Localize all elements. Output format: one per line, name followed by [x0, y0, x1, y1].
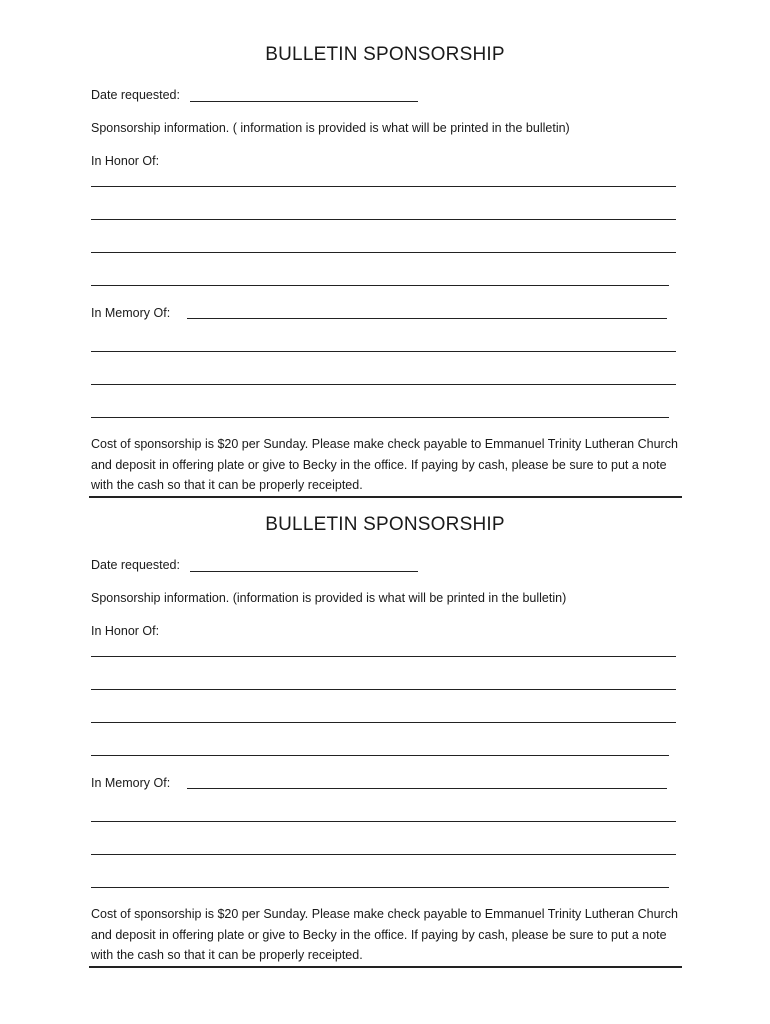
in-memory-of-label: In Memory Of:: [91, 306, 171, 320]
in-memory-of-label: In Memory Of:: [91, 776, 171, 790]
memory-line-1[interactable]: [187, 788, 667, 789]
memory-line-1[interactable]: [187, 318, 667, 319]
date-requested-label: Date requested:: [91, 88, 180, 102]
memory-line-3[interactable]: [91, 384, 676, 385]
cost-paragraph: Cost of sponsorship is $20 per Sunday. Please make check payable to Emmanuel Trinity Lutheran Church and deposit in offering plate or give to Becky in the office. If paying by cash, please be sure to put a note with the cash so that it can be properly receipted.: [91, 437, 678, 492]
memory-line-2[interactable]: [91, 351, 676, 352]
date-requested-field[interactable]: [190, 571, 418, 572]
sponsorship-info-text: Sponsorship information. ( information is provided is what will be printed in the bulletin): [91, 121, 570, 135]
honor-line-4[interactable]: [91, 285, 669, 286]
in-honor-of-label: In Honor Of:: [91, 624, 160, 638]
memory-line-2[interactable]: [91, 821, 676, 822]
memory-line-4[interactable]: [91, 887, 669, 888]
honor-line-3[interactable]: [91, 252, 676, 253]
memory-line-3[interactable]: [91, 854, 676, 855]
form-title: BULLETIN SPONSORSHIP: [265, 44, 505, 65]
date-requested-field[interactable]: [190, 101, 418, 102]
cost-paragraph: Cost of sponsorship is $20 per Sunday. Please make check payable to Emmanuel Trinity Lutheran Church and deposit in offering plate or give to Becky in the office. If paying by cash, please be sure to put a note with the cash so that it can be properly receipted.: [91, 907, 678, 962]
memory-line-4[interactable]: [91, 417, 669, 418]
in-honor-of-label: In Honor Of:: [91, 154, 160, 168]
honor-line-4[interactable]: [91, 755, 669, 756]
honor-line-1[interactable]: [91, 186, 676, 187]
honor-line-1[interactable]: [91, 656, 676, 657]
honor-line-2[interactable]: [91, 219, 676, 220]
date-requested-label: Date requested:: [91, 558, 180, 572]
honor-line-2[interactable]: [91, 689, 676, 690]
form-title: BULLETIN SPONSORSHIP: [265, 514, 505, 535]
section-divider: [89, 496, 682, 498]
honor-line-3[interactable]: [91, 722, 676, 723]
sponsorship-info-text: Sponsorship information. (information is provided is what will be printed in the bulletin): [91, 591, 567, 605]
section-divider: [89, 966, 682, 968]
